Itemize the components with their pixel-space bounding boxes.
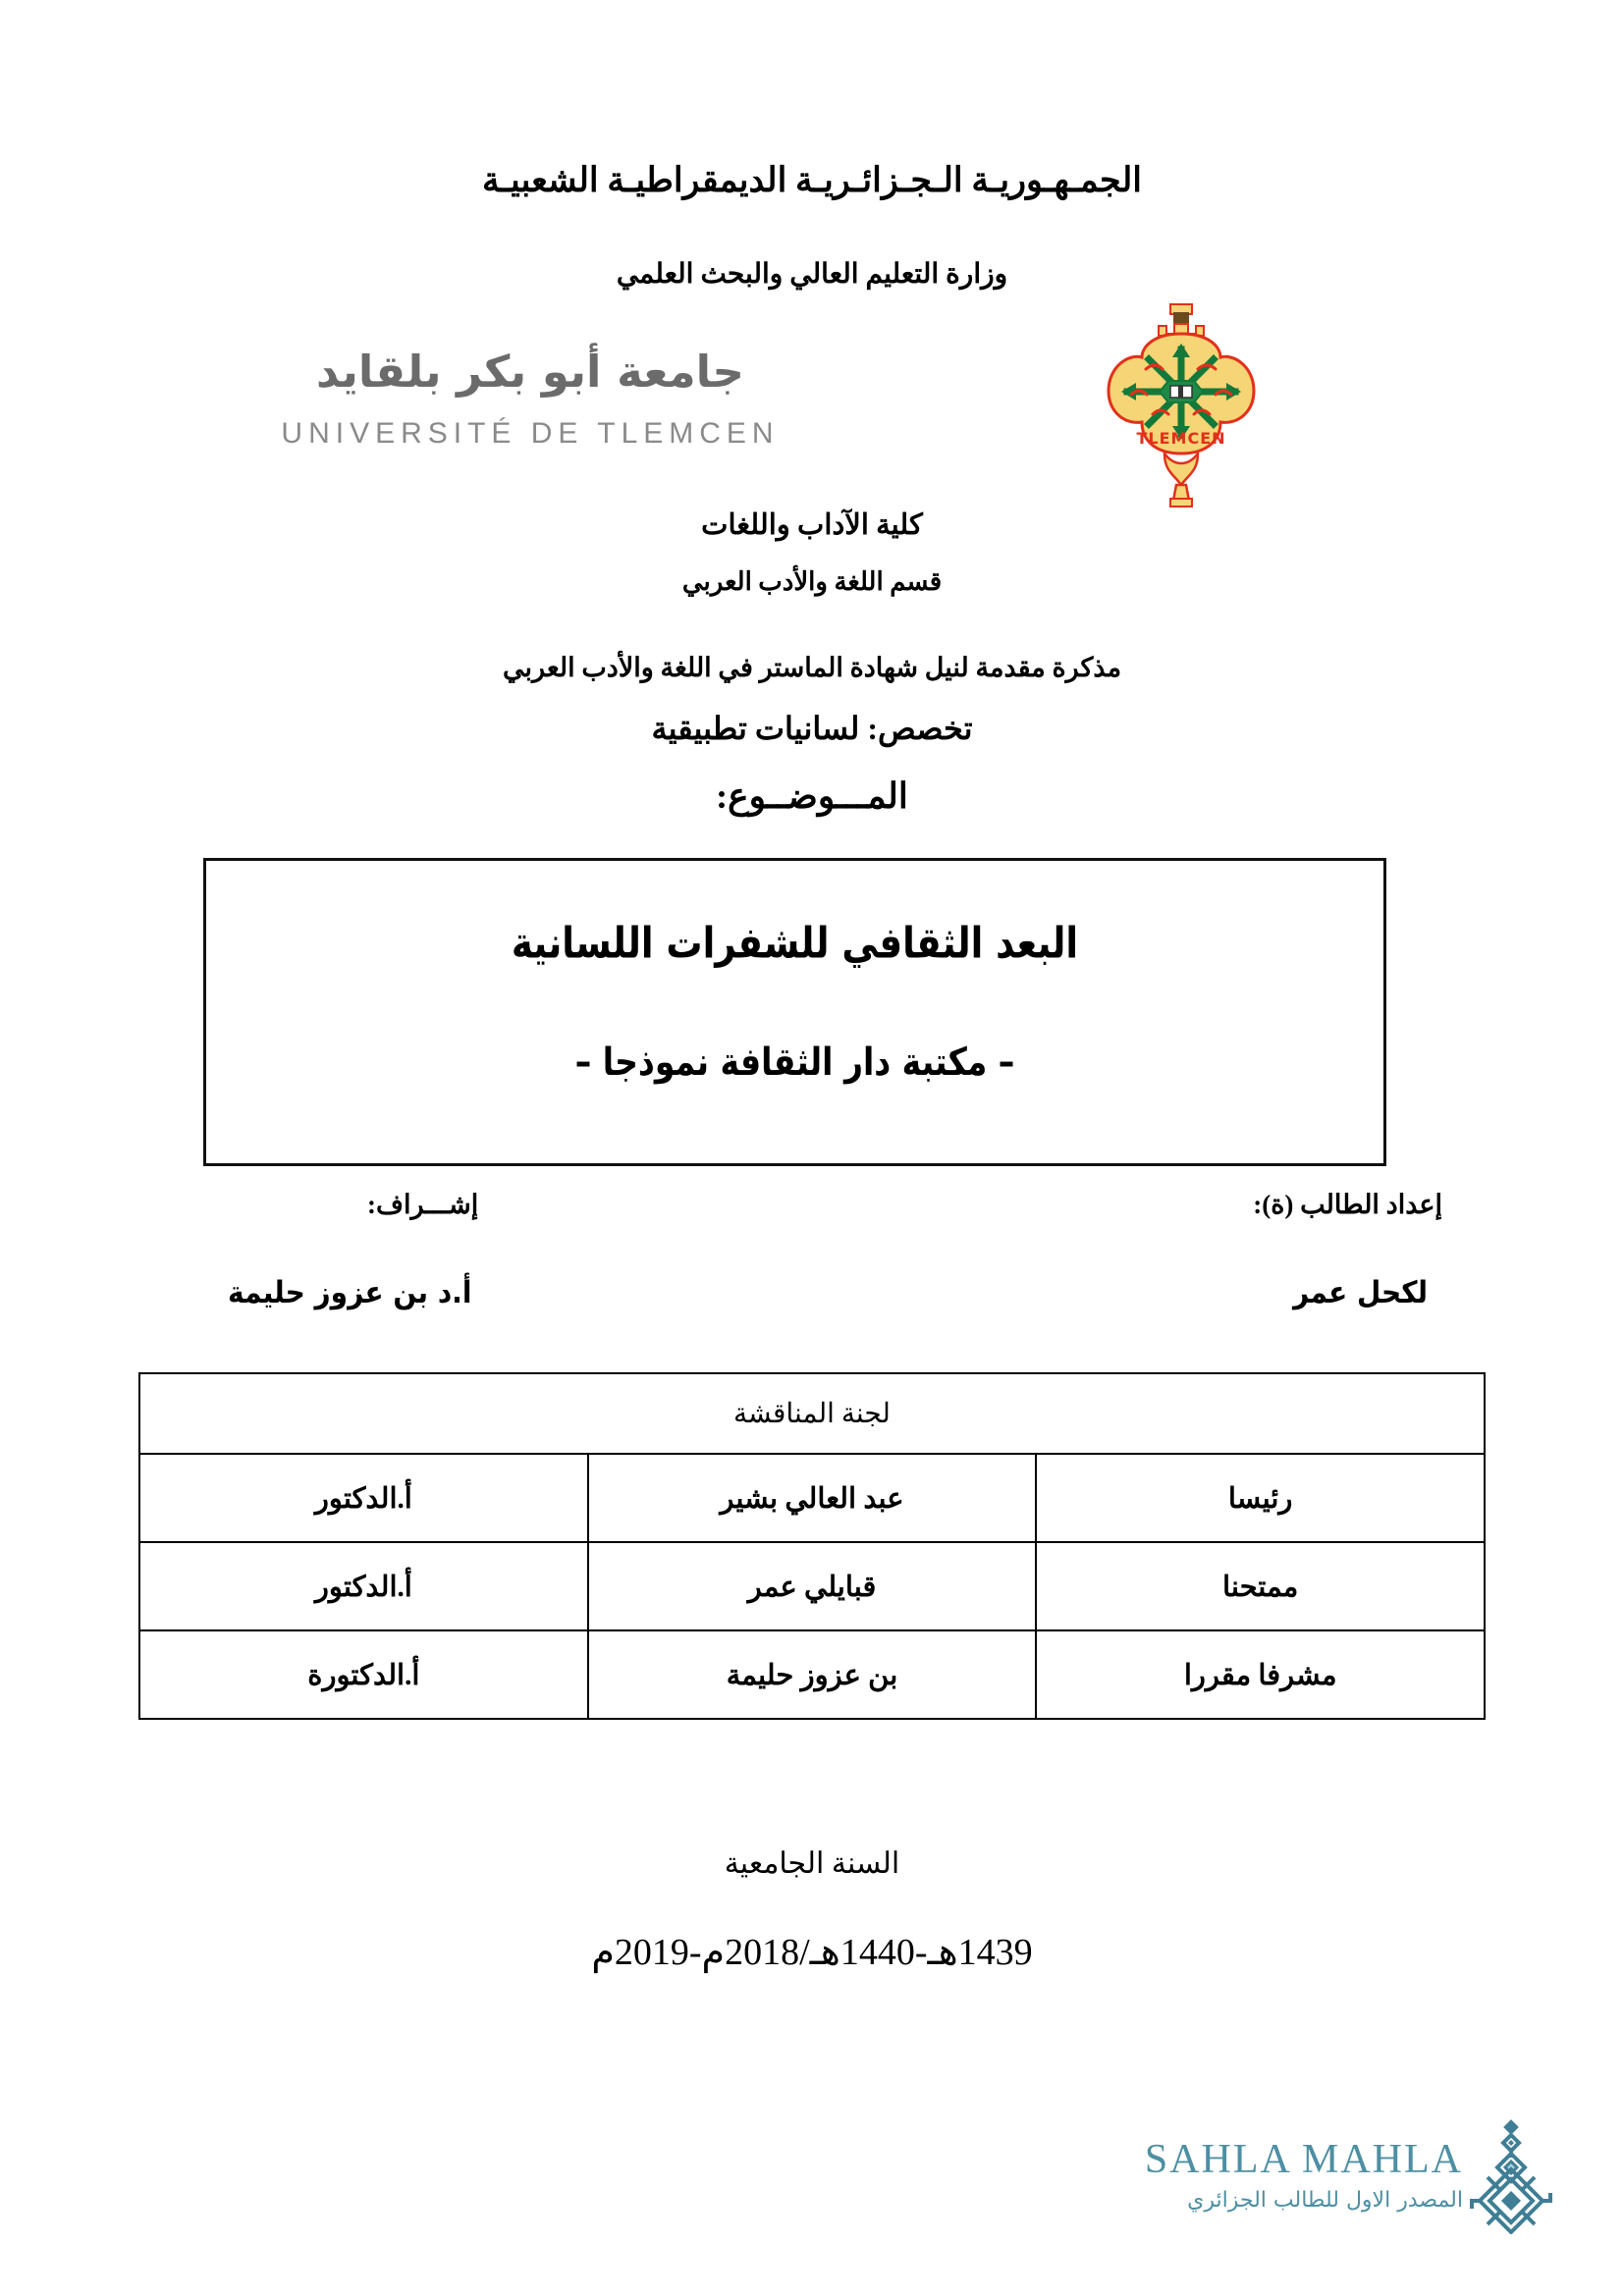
- table-row: [139, 1542, 1485, 1630]
- jury-name-cell: عبد العالي بشير: [588, 1454, 1037, 1542]
- university-name-arabic: جامعة أبو بكر بلقايد: [316, 346, 744, 398]
- sahla-mahla-watermark: [1085, 2126, 1546, 2244]
- ministry-heading: وزارة التعليم العالي والبحث العلمي: [616, 259, 1008, 290]
- jury-role-cell: ممتحنا: [1036, 1542, 1485, 1630]
- thesis-title-subtitle: – مكتبة دار الثقافة نموذجا –: [574, 1039, 1015, 1085]
- university-name-french: UNIVERSITÉ DE TLEMCEN: [281, 417, 780, 450]
- watermark-brand: SAHLA MAHLA: [1144, 2137, 1463, 2182]
- academic-year-label: السنة الجامعية: [724, 1847, 900, 1880]
- degree-statement: مذكرة مقدمة لنيل شهادة الماستر في اللغة والأدب العربي: [502, 653, 1122, 682]
- department-line: قسم اللغة والأدب العربي: [681, 567, 943, 596]
- jury-title-cell: أ.الدكتور: [139, 1542, 588, 1630]
- university-logo-icon: [1092, 296, 1271, 522]
- thesis-title-main: البعد الثقافي للشفرات اللسانية: [511, 918, 1079, 968]
- jury-role-cell: رئيسا: [1036, 1454, 1485, 1542]
- university-identity-block: [0, 324, 1624, 530]
- jury-name-cell: بن عزوز حليمة: [588, 1630, 1037, 1719]
- subject-label: المـــوضــوع:: [716, 776, 908, 816]
- jury-heading: لجنة المناقشة: [139, 1373, 1485, 1454]
- table-row: [139, 1454, 1485, 1542]
- jury-title-cell: أ.الدكتور: [139, 1454, 588, 1542]
- logo-caption: TLEMCEN: [1136, 429, 1226, 448]
- thesis-title-box: [203, 858, 1386, 1166]
- supervisor-label: إشـــراف:: [367, 1190, 479, 1219]
- jury-table-header-row: [139, 1373, 1485, 1454]
- jury-role-cell: مشرفا مقررا: [1036, 1630, 1485, 1719]
- watermark-tagline: المصدر الاول للطالب الجزائري: [1187, 2188, 1463, 2213]
- student-label: إعداد الطالب (ة):: [1253, 1190, 1442, 1219]
- jury-title-cell: أ.الدكتورة: [139, 1630, 588, 1719]
- faculty-line: كلية الآداب واللغات: [701, 509, 923, 541]
- jury-name-cell: قبايلي عمر: [588, 1542, 1037, 1630]
- specialty-line: تخصص: لسانيات تطبيقية: [651, 711, 973, 746]
- student-name: لكحل عمر: [1292, 1274, 1428, 1310]
- republic-heading: الجمـهـوريـة الـجـزائـريـة الديمقراطيـة الشعبيـة: [482, 161, 1142, 199]
- table-row: [139, 1630, 1485, 1719]
- academic-year-value: 1439هـ-1440هـ/2018م-2019م: [591, 1932, 1033, 1973]
- sahla-mahla-logo-icon: [1466, 2118, 1556, 2234]
- supervisor-name: أ.د بن عزوز حليمة: [228, 1274, 472, 1310]
- jury-table: [138, 1372, 1486, 1720]
